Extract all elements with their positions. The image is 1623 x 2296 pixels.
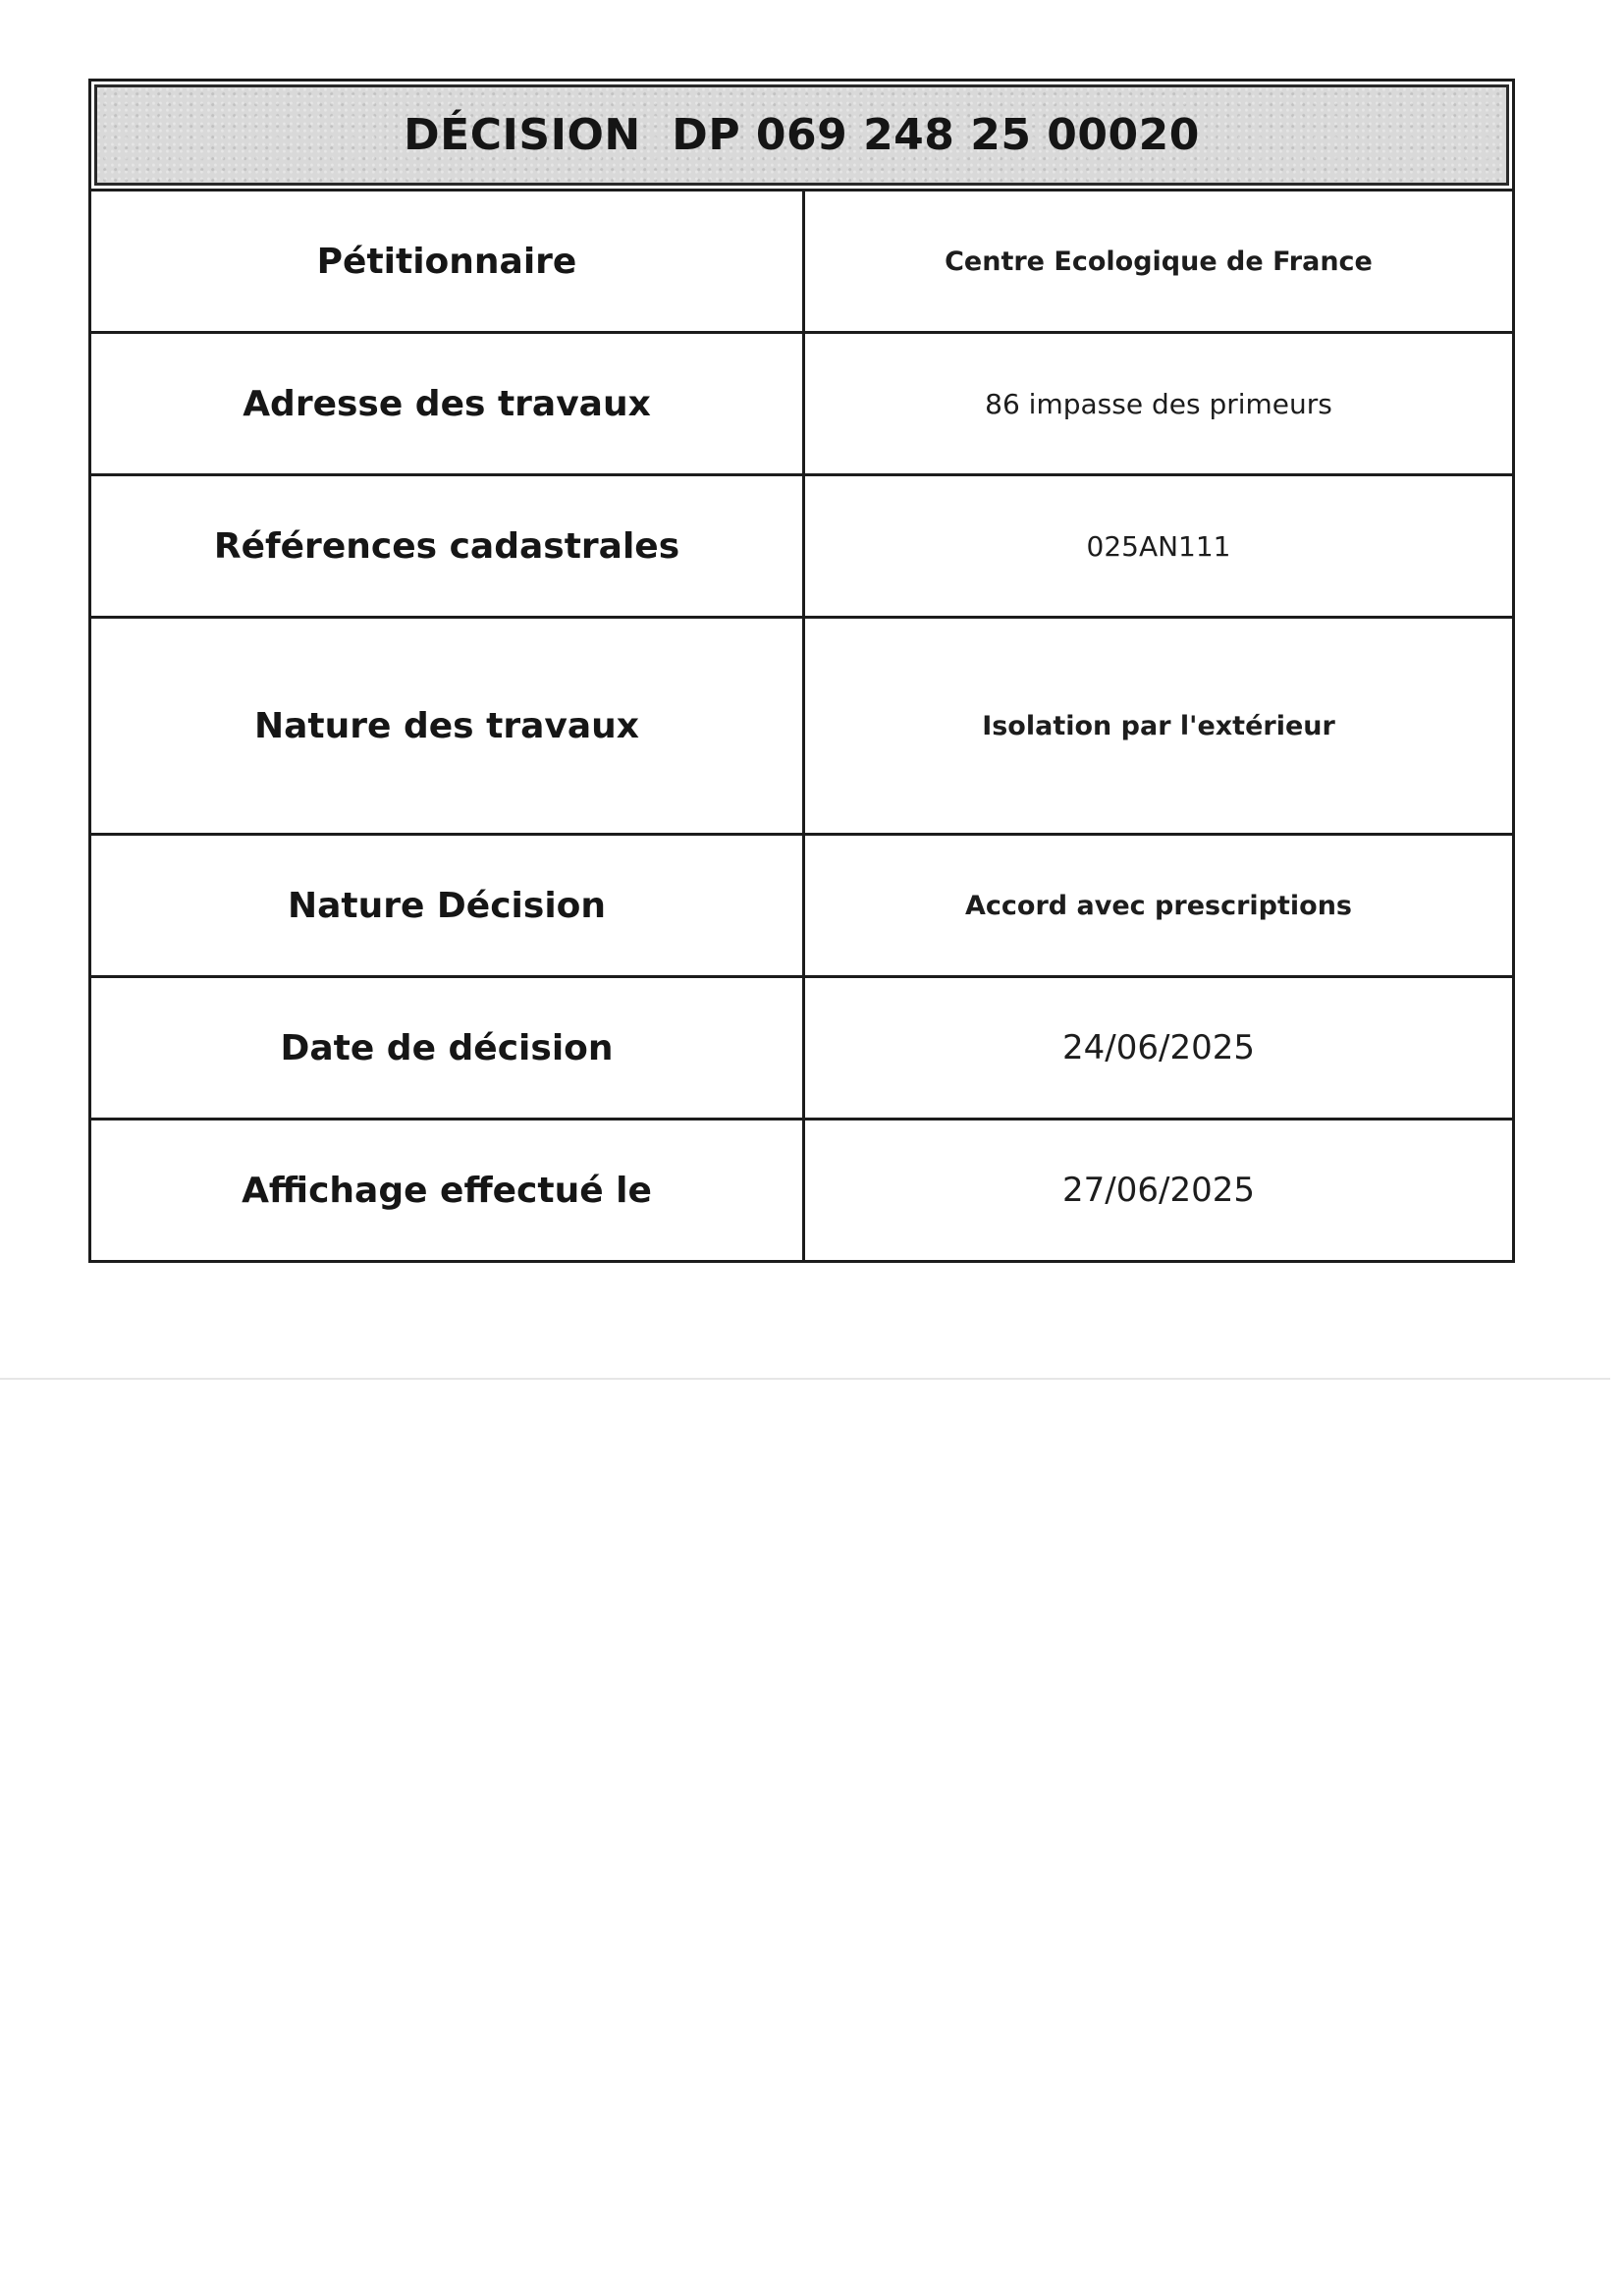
row-value: 27/06/2025 xyxy=(1062,1171,1255,1210)
row-label: Pétitionnaire xyxy=(316,241,577,282)
row-value-cell xyxy=(805,1121,1512,1260)
page-fold-line xyxy=(0,1378,1610,1380)
row-value-cell xyxy=(805,836,1512,975)
table-row-references xyxy=(91,473,1512,616)
row-value-cell xyxy=(805,476,1512,616)
row-label-cell xyxy=(91,978,805,1118)
row-label: Nature Décision xyxy=(287,885,607,926)
row-value-cell xyxy=(805,334,1512,473)
table-row-affichage xyxy=(91,1118,1512,1260)
row-label-cell xyxy=(91,1121,805,1260)
row-label: Date de décision xyxy=(280,1027,614,1068)
row-label-cell xyxy=(91,191,805,331)
decision-title-box xyxy=(94,84,1509,186)
row-value: 86 impasse des primeurs xyxy=(985,387,1332,420)
row-label: Adresse des travaux xyxy=(243,383,651,424)
row-value: Accord avec prescriptions xyxy=(965,890,1352,921)
row-value-cell xyxy=(805,619,1512,833)
row-label: Affichage effectué le xyxy=(242,1170,652,1211)
row-value: Isolation par l'extérieur xyxy=(982,710,1335,741)
row-label-cell xyxy=(91,476,805,616)
row-label-cell xyxy=(91,334,805,473)
row-value: 24/06/2025 xyxy=(1062,1028,1255,1067)
row-value-cell xyxy=(805,978,1512,1118)
row-label: Nature des travaux xyxy=(254,705,639,746)
row-label-cell xyxy=(91,836,805,975)
row-value-cell xyxy=(805,191,1512,331)
decision-title: DÉCISION DP 069 248 25 00020 xyxy=(404,110,1200,160)
table-row-petitionnaire xyxy=(91,189,1512,331)
row-value: Centre Ecologique de France xyxy=(945,246,1373,277)
row-label-cell xyxy=(91,619,805,833)
row-value: 025AN111 xyxy=(1086,529,1231,563)
row-label: Références cadastrales xyxy=(213,525,680,567)
table-row-date-decision xyxy=(91,975,1512,1118)
table-row-nature-travaux xyxy=(91,616,1512,833)
table-row-nature-decision xyxy=(91,833,1512,975)
decision-table xyxy=(88,79,1515,1263)
table-row-adresse xyxy=(91,331,1512,473)
